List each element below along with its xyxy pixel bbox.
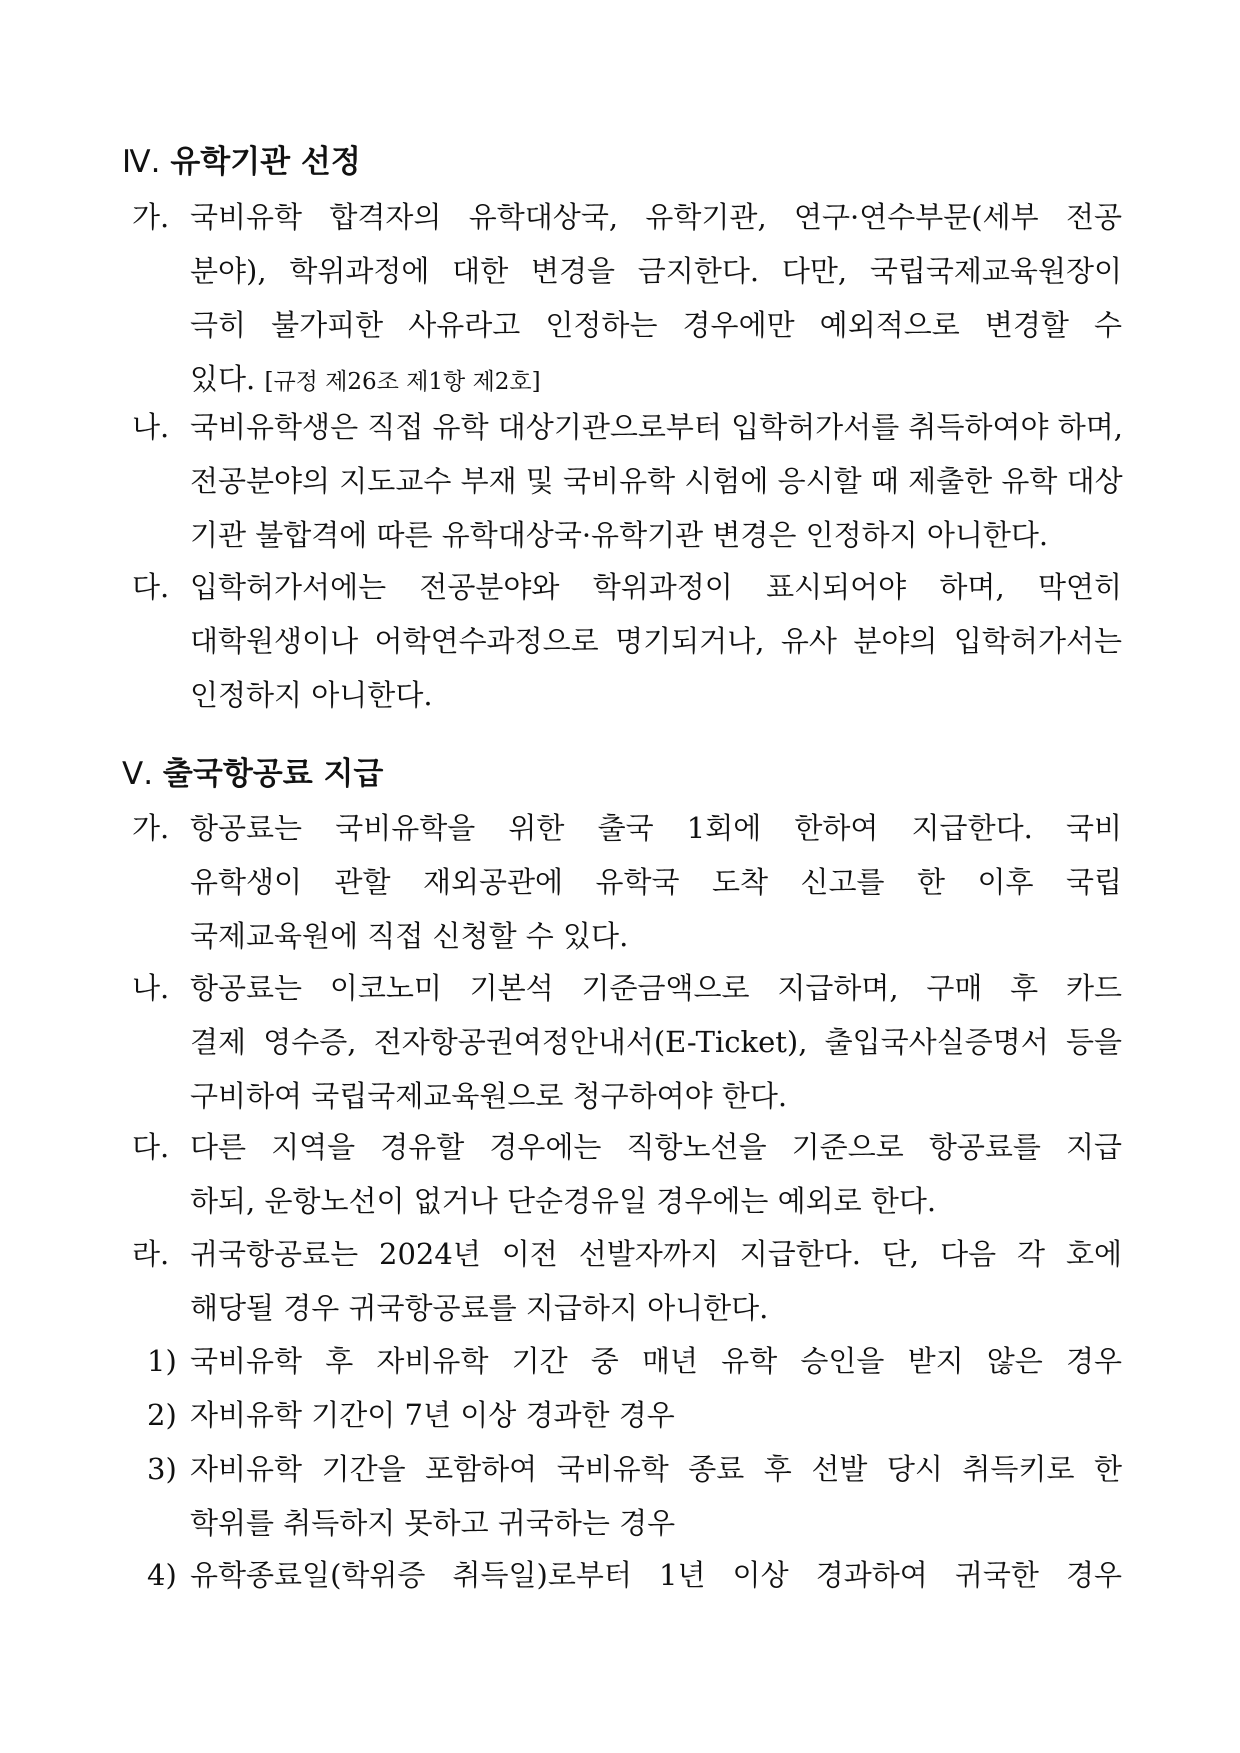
subitem-line: 학위를 취득하지 못하고 귀국하는 경우 <box>190 1506 676 1540</box>
item-line: 국제교육원에 직접 신청할 수 있다. <box>190 919 629 953</box>
item-line: 인정하지 아니한다. <box>190 678 433 712</box>
item-marker: 나. <box>132 410 170 444</box>
item-line: 귀국항공료는 2024년 이전 선발자까지 지급한다. 단, 다음 각 호에 <box>190 1237 1122 1271</box>
subitem-marker: 1) <box>147 1344 177 1378</box>
item-line: 결제 영수증, 전자항공권여정안내서(E-Ticket), 출입국사실증명서 등을 <box>190 1025 1122 1059</box>
section-5-number: Ⅴ. <box>122 756 154 792</box>
item-line: 항공료는 국비유학을 위한 출국 1회에 한하여 지급한다. 국비 <box>190 811 1122 845</box>
item-marker: 나. <box>132 971 170 1005</box>
subitem-line: 자비유학 기간을 포함하여 국비유학 종료 후 선발 당시 취득키로 한 <box>190 1452 1122 1486</box>
item-line: 입학허가서에는 전공분야와 학위과정이 표시되어야 하며, 막연히 <box>190 570 1122 604</box>
section-4-number: Ⅳ. <box>122 144 161 180</box>
subitem-marker: 2) <box>147 1398 177 1432</box>
item-line: 극히 불가피한 사유라고 인정하는 경우에만 예외적으로 변경할 수 <box>190 308 1122 342</box>
subitem-line: 유학종료일(학위증 취득일)로부터 1년 이상 경과하여 귀국한 경우 <box>190 1558 1122 1592</box>
section-4-title: 유학기관 선정 <box>170 144 361 180</box>
item-marker: 다. <box>132 570 170 604</box>
item-line: 분야), 학위과정에 대한 변경을 금지한다. 다만, 국립국제교육원장이 <box>190 254 1122 288</box>
regulation-reference: [규정 제26조 제1항 제2호] <box>264 369 541 395</box>
item-line: 국비유학생은 직접 유학 대상기관으로부터 입학허가서를 취득하여야 하며, <box>190 410 1123 444</box>
section-4-heading <box>122 142 361 182</box>
item-line: 국비유학 합격자의 유학대상국, 유학기관, 연구·연수부문(세부 전공 <box>190 200 1122 234</box>
item-marker: 가. <box>132 200 170 234</box>
item-line <box>190 352 1122 406</box>
item-line: 하되, 운항노선이 없거나 단순경유일 경우에는 예외로 한다. <box>190 1184 937 1218</box>
item-marker: 다. <box>132 1130 170 1164</box>
item-line: 다른 지역을 경유할 경우에는 직항노선을 기준으로 항공료를 지급 <box>190 1130 1122 1164</box>
item-line: 전공분야의 지도교수 부재 및 국비유학 시험에 응시할 때 제출한 유학 대상 <box>190 464 1123 498</box>
item-line: 유학생이 관할 재외공관에 유학국 도착 신고를 한 이후 국립 <box>190 865 1122 899</box>
item-last-text: 있다. <box>190 362 256 396</box>
item-line: 기관 불합격에 따른 유학대상국·유학기관 변경은 인정하지 아니한다. <box>190 518 1049 552</box>
item-line: 대학원생이나 어학연수과정으로 명기되거나, 유사 분야의 입학허가서는 <box>190 624 1122 658</box>
item-line: 구비하여 국립국제교육원으로 청구하여야 한다. <box>190 1079 788 1113</box>
section-5-title: 출국항공료 지급 <box>162 756 384 792</box>
item-marker: 가. <box>132 811 170 845</box>
subitem-marker: 4) <box>147 1558 177 1592</box>
subitem-marker: 3) <box>147 1452 177 1486</box>
section-5-heading <box>122 754 383 794</box>
subitem-line: 자비유학 기간이 7년 이상 경과한 경우 <box>190 1398 675 1432</box>
item-line: 해당될 경우 귀국항공료를 지급하지 아니한다. <box>190 1291 769 1325</box>
item-marker: 라. <box>132 1237 170 1271</box>
subitem-line: 국비유학 후 자비유학 기간 중 매년 유학 승인을 받지 않은 경우 <box>190 1344 1122 1378</box>
item-line: 항공료는 이코노미 기본석 기준금액으로 지급하며, 구매 후 카드 <box>190 971 1122 1005</box>
